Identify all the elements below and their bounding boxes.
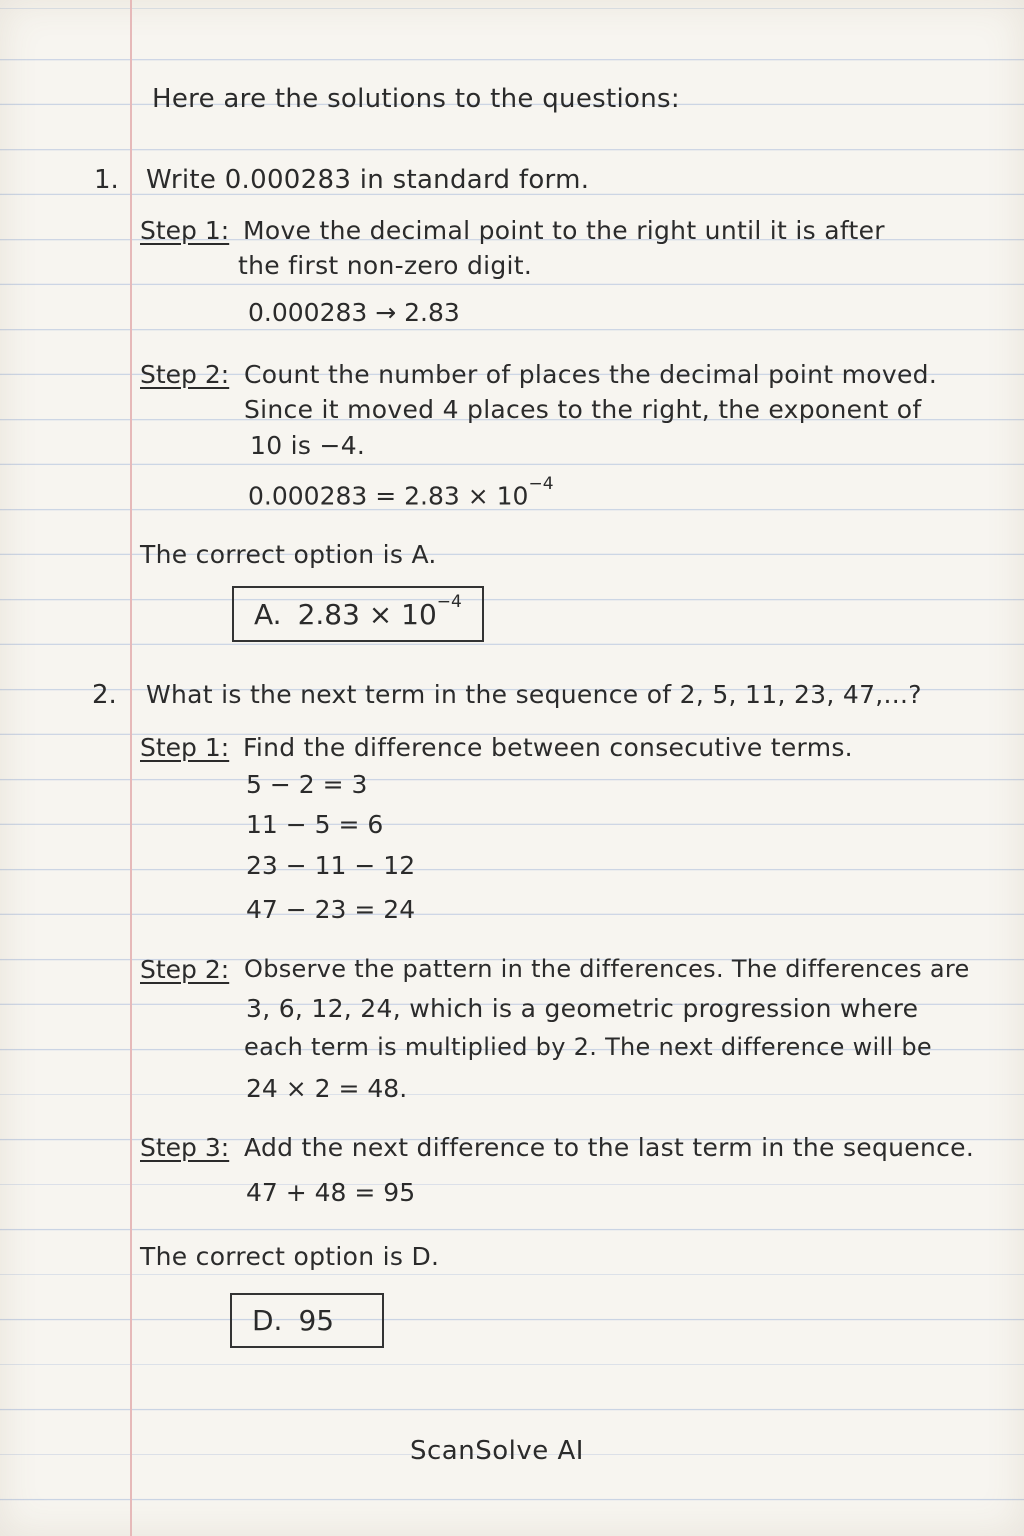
q1-step-1-line-1: Move the decimal point to the right until it is after xyxy=(243,216,885,245)
q2-step-2-line-1: Observe the pattern in the differences. The differences are xyxy=(244,955,970,983)
q2-step-2-line-3: each term is multiplied by 2. The next difference will be xyxy=(244,1033,932,1061)
q2-step-1-line-1: Find the difference between consecutive terms. xyxy=(243,733,853,762)
q1-step-1-label: Step 1: xyxy=(140,216,230,245)
q2-difference-4: 47 − 23 = 24 xyxy=(246,895,416,924)
q1-step-2-label: Step 2: xyxy=(140,360,230,389)
q1-answer-box xyxy=(232,586,484,642)
q2-answer-value: 95 xyxy=(298,1304,335,1337)
q2-step-1-label: Step 1: xyxy=(140,733,230,762)
q2-step-3-line-1: Add the next difference to the last term in the sequence. xyxy=(244,1133,975,1162)
intro-text: Here are the solutions to the questions: xyxy=(152,84,680,114)
q1-answer-base: 2.83 × 10 xyxy=(297,597,437,631)
question-1-number: 1. xyxy=(94,165,119,195)
q2-conclusion: The correct option is D. xyxy=(140,1242,440,1271)
q1-step-1-line-2: the first non-zero digit. xyxy=(238,251,533,280)
q2-step-2-line-4: 24 × 2 = 48. xyxy=(246,1074,408,1103)
q1-step-2-line-1: Count the number of places the decimal point moved. xyxy=(244,360,938,389)
question-2-number: 2. xyxy=(92,680,117,710)
q2-difference-3: 23 − 11 − 12 xyxy=(246,851,416,880)
q1-answer-exponent: −4 xyxy=(436,592,462,613)
footer-brand: ScanSolve AI xyxy=(410,1436,584,1466)
q2-difference-2: 11 − 5 = 6 xyxy=(246,810,384,839)
q2-answer-box xyxy=(230,1293,384,1348)
q2-step-3-label: Step 3: xyxy=(140,1133,230,1162)
q1-step-2-math xyxy=(248,474,554,511)
q1-step-2-math-exponent: −4 xyxy=(528,474,554,494)
q1-answer-letter: A. xyxy=(254,597,282,631)
q2-answer-letter: D. xyxy=(252,1304,283,1337)
q2-step-2-line-2: 3, 6, 12, 24, which is a geometric progression where xyxy=(246,994,919,1023)
q2-step-3-math: 47 + 48 = 95 xyxy=(246,1178,416,1207)
q2-step-2-label: Step 2: xyxy=(140,955,230,984)
q1-answer-value xyxy=(297,592,462,631)
question-1-text: Write 0.000283 in standard form. xyxy=(146,165,590,195)
q1-step-1-math: 0.000283 → 2.83 xyxy=(248,298,460,327)
q1-conclusion: The correct option is A. xyxy=(140,540,437,569)
question-2-text: What is the next term in the sequence of 2, 5, 11, 23, 47,...? xyxy=(146,680,922,709)
margin-line xyxy=(130,0,132,1536)
q2-difference-1: 5 − 2 = 3 xyxy=(246,770,368,799)
q1-step-2-math-base: 0.000283 = 2.83 × 10 xyxy=(248,481,529,511)
q1-step-2-line-2: Since it moved 4 places to the right, the exponent of xyxy=(244,395,922,424)
q1-step-2-line-3: 10 is −4. xyxy=(250,431,366,460)
